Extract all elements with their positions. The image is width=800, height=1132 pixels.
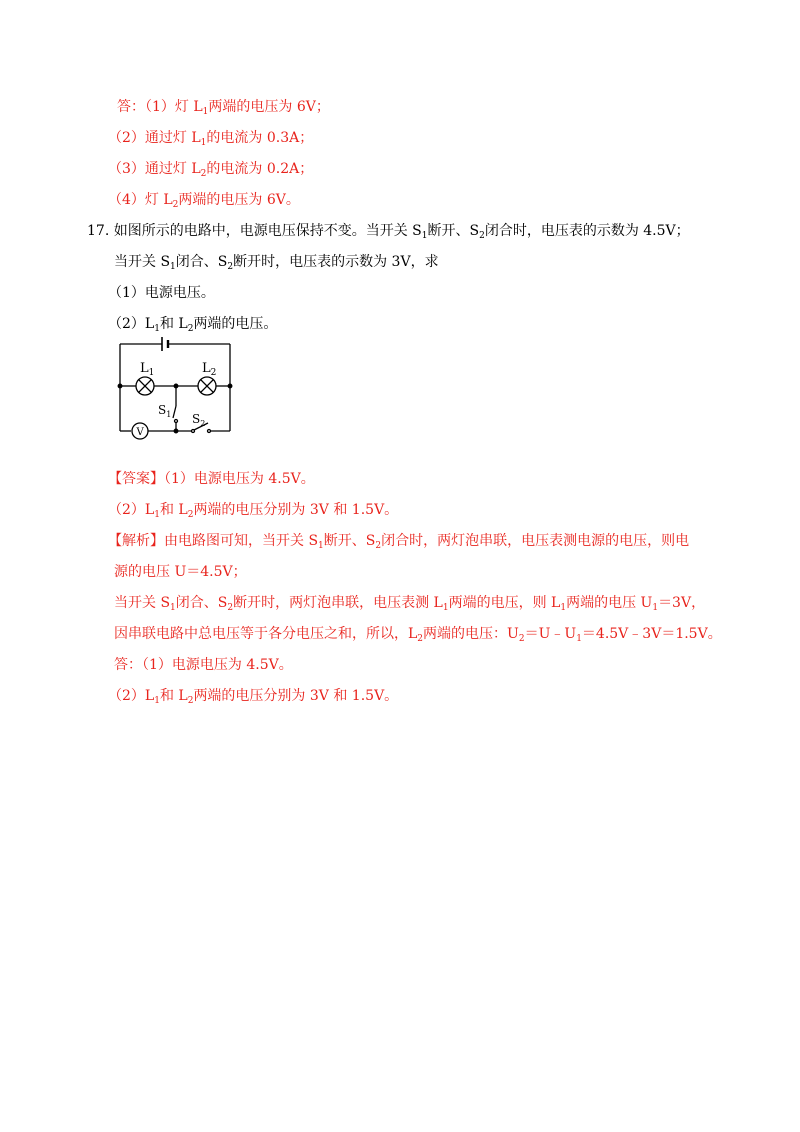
analysis-line-4: 因串联电路中总电压等于各分电压之和，所以，$L_2$两端的电压：$U_2=U﹣U_1=4.5V﹣3V=1.5V$。 xyxy=(114,626,722,644)
analysis-line-2: 源的电压 U＝4.5V； xyxy=(114,564,247,580)
label-l2: $L_2$ xyxy=(202,361,217,378)
prev-answer-line-1: 答：（1）灯 $L_1$两端的电压为 6V； xyxy=(117,99,330,117)
answer-line-1: 【答案】（1）电源电压为 4.5V。 xyxy=(108,471,315,487)
prev-answer-line-4: （4）灯 $L_2$两端的电压为 6V。 xyxy=(108,192,300,210)
label-l1: $L_1$ xyxy=(140,361,155,378)
question-sub-2: $(2)L_1$和 $L_2$两端的电压。 xyxy=(108,316,278,334)
question-sub-1: （1）电源电压。 xyxy=(108,285,215,301)
analysis-tag: 【解析】 xyxy=(108,533,164,549)
analysis-line-5: 答：（1）电源电压为 4.5V。 xyxy=(114,657,293,673)
battery-icon xyxy=(162,337,168,351)
prev-answer-line-3: （3）通过灯 $L_2$的电流为 0.2A； xyxy=(108,161,314,179)
analysis-line-3: 当开关 $S_1$闭合、$S_2$断开时，两灯泡串联，电压表测 $L_1$两端的电压，则 $L_1$两端的电压 $U_1=3V$， xyxy=(114,595,706,613)
question-line-1: 17. 如图所示的电路中，电源电压保持不变。当开关 $S_1$断开、$S_2$闭合时，电压表的示数为 4.5V； xyxy=(87,223,690,241)
analysis-line-6: $(2)L_1$和 $L_2$两端的电压分别为 3V 和 1.5V。 xyxy=(108,688,399,706)
question-number: 17. xyxy=(87,223,110,239)
switch-s1-icon xyxy=(173,406,178,423)
answer-line-2: $(2)L_1$和 $L_2$两端的电压分别为 3V 和 1.5V。 xyxy=(108,502,399,520)
label-s2: $S_2$ xyxy=(192,412,206,428)
question-line-2: 当开关 $S_1$闭合、$S_2$断开时，电压表的示数为 3V，求 xyxy=(114,254,439,272)
lamp-l2-icon xyxy=(198,377,216,395)
prev-answer-line-2: （2）通过灯 $L_1$的电流为 0.3A； xyxy=(108,130,314,148)
answer-tag: 【答案】 xyxy=(108,471,164,487)
label-v: V xyxy=(136,427,144,438)
analysis-line-1: 【解析】由电路图可知，当开关 $S_1$断开、$S_2$闭合时，两灯泡串联，电压表测电源的电压，则电 xyxy=(108,533,690,551)
lamp-l1-icon xyxy=(136,377,154,395)
circuit-diagram xyxy=(112,336,242,442)
label-s1: $S_1$ xyxy=(158,403,172,419)
